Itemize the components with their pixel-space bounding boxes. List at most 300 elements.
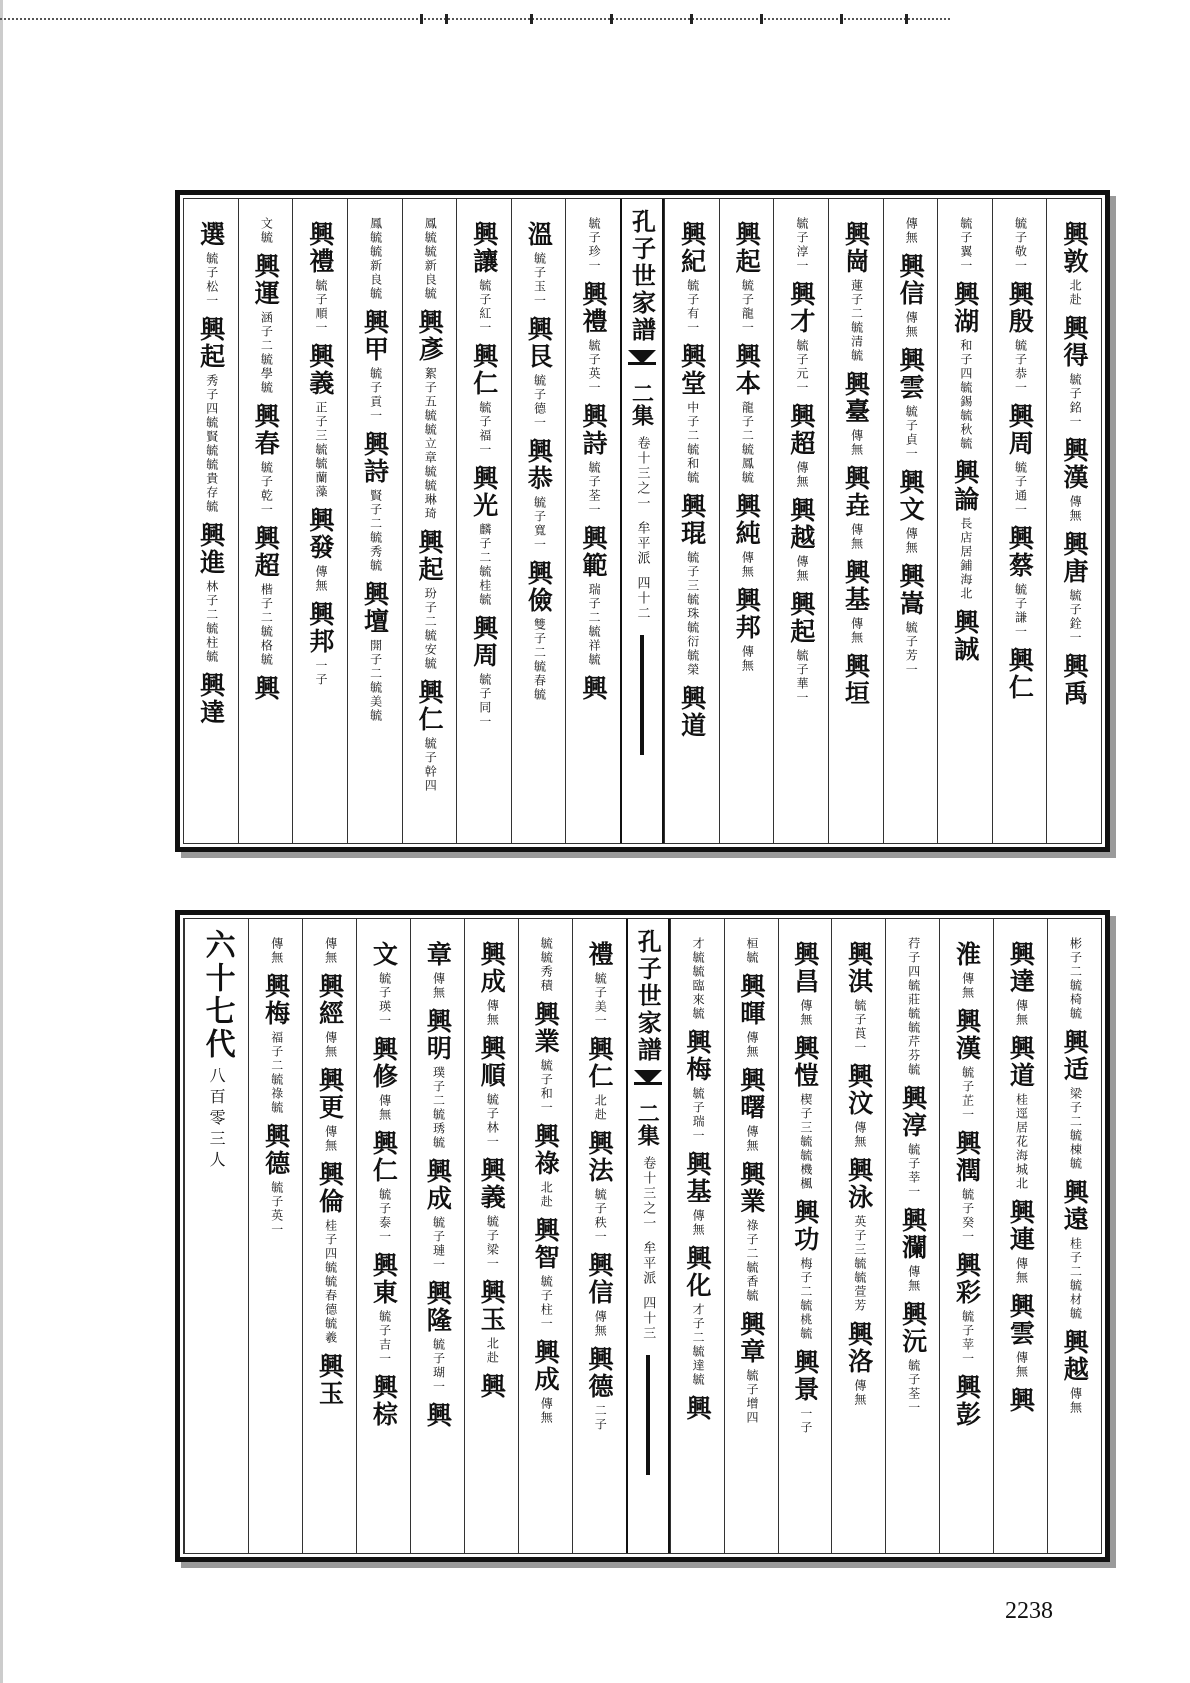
top-rule: [0, 0, 950, 20]
entry-name: 興範: [578, 525, 608, 579]
entry-name: 興琨: [677, 493, 707, 547]
entry-note: 祿子二毓香毓: [745, 1219, 759, 1303]
entry-name: 興嵩: [896, 563, 926, 617]
genealogy-column: [292, 199, 347, 843]
entry-name: 興梅: [261, 973, 291, 1027]
genealogy-column: [464, 919, 518, 1553]
genealogy-column: [456, 199, 511, 843]
entry-name: 興敦: [1059, 221, 1089, 275]
entry-name: 溫: [524, 221, 554, 248]
entry-name: 興禹: [1059, 653, 1089, 707]
entry-note: 涵子二毓學毓: [259, 311, 274, 395]
entry-note: 毓子泰一: [377, 1188, 392, 1244]
entry-note: 毓子乾一: [259, 461, 274, 517]
entry-note: 毓子莘一: [906, 1143, 921, 1199]
entry-note: 楔子三毓毓機楓: [798, 1093, 813, 1191]
genealogy-column: [773, 199, 828, 843]
entry-name: 興業: [531, 1001, 561, 1055]
entry-note: 賢子二毓秀毓: [368, 489, 383, 573]
entry-note: 福子二毓祿毓: [269, 1031, 284, 1115]
genealogy-column: [572, 919, 626, 1553]
entry-note: 毓毓秀積: [539, 937, 554, 993]
entry-name: 興明: [423, 1008, 453, 1062]
entry-note: 傳無: [313, 565, 328, 593]
genealogy-column: [347, 199, 402, 843]
genealogy-column: [939, 919, 993, 1553]
entry-note: 梅子二毓桃毓: [798, 1257, 813, 1341]
entry-note: 蓮子二毓清毓: [849, 279, 864, 363]
entry-name: 興順: [477, 1035, 507, 1089]
entry-name: 淮: [952, 941, 982, 968]
entry-name: 興光: [469, 465, 499, 519]
entry-note: 北赴: [539, 1181, 554, 1209]
entry-note: 毓子癸一: [960, 1188, 975, 1244]
entry-name: 興法: [585, 1130, 615, 1184]
entry-name: 興曙: [736, 1067, 766, 1121]
page-edge: [0, 0, 3, 1683]
spine-volume: 卷十三之一: [640, 1156, 656, 1231]
entry-note: 毓子福一: [477, 401, 492, 457]
entry-note: 北赴: [1068, 279, 1083, 307]
entry-note: 毓子銓一: [1068, 589, 1083, 645]
entry-name: 興湖: [950, 281, 980, 335]
entry-name: 興漢: [952, 1008, 982, 1062]
spine-bar: [640, 635, 644, 755]
fish-tail-mark-icon: [628, 350, 656, 376]
entry-note: 毓子珍一: [587, 217, 602, 273]
entry-note: 毓子恭一: [1013, 339, 1028, 395]
entry-name: 興汶: [844, 1063, 874, 1117]
entry-note: 毓子有一: [685, 279, 700, 335]
entry-note: 傳無: [906, 1265, 921, 1293]
genealogy-column: [670, 919, 724, 1553]
genealogy-column: [356, 919, 410, 1553]
genealogy-column: [1046, 199, 1101, 843]
entry-name: 興起: [786, 591, 816, 645]
entry-name: 興發: [305, 507, 335, 561]
entry-note: 毓子淳一: [794, 217, 809, 273]
entry-name: 興禮: [578, 281, 608, 335]
entry-note: 楷子二毓格毓: [259, 583, 274, 667]
entry-name: 興瀾: [898, 1207, 928, 1261]
entry-name: 興論: [950, 459, 980, 513]
entry-name: 興恭: [524, 438, 554, 492]
entry-note: 雙子二毓春毓: [532, 618, 547, 702]
spine-title: 孔子世家譜: [627, 209, 657, 344]
genealogy-column: [885, 919, 939, 1553]
entry-name: 興本: [732, 343, 762, 397]
entry-note: 傳無: [849, 617, 864, 645]
entry-note: 瑞子二毓祥毓: [587, 583, 602, 667]
entry-name: 興超: [251, 525, 281, 579]
entry-name: 禮: [585, 941, 615, 968]
entry-note: 毓子寬一: [532, 496, 547, 552]
generation-heading-column: [184, 919, 248, 1553]
entry-note: 毓子莨一: [852, 999, 867, 1055]
spine-leaf-number: 四十二: [634, 576, 650, 621]
entry-name: 興玉: [315, 1353, 345, 1407]
entry-name: 興臺: [841, 371, 871, 425]
spine-set: 二集: [628, 382, 655, 426]
entry-name: 興适: [1060, 1029, 1090, 1083]
entry-note: 毓子玉一: [532, 252, 547, 308]
genealogy-column: [1047, 919, 1101, 1553]
entry-note: 傳無: [849, 523, 864, 551]
generation-count: 八百零三人: [207, 1067, 227, 1172]
entry-note: 才子二毓達毓: [691, 1303, 706, 1387]
entry-note: 傳無: [323, 1125, 338, 1153]
entry-name: 興義: [305, 343, 335, 397]
entry-name: 興: [251, 675, 281, 702]
entry-name: 興邦: [732, 587, 762, 641]
entry-note: 毓子璉一: [431, 1216, 446, 1272]
entry-name: 興倫: [315, 1161, 345, 1215]
entry-name: 興棕: [369, 1374, 399, 1428]
entry-note: 龍子二毓鳳毓: [740, 401, 755, 485]
spine-volume: 卷十三之一: [634, 436, 650, 511]
entry-name: 興漢: [1059, 437, 1089, 491]
entry-note: 毓子通一: [1013, 461, 1028, 517]
entry-note: 毓子龍一: [740, 279, 755, 335]
entry-note: 毓子謙一: [1013, 583, 1028, 639]
entry-name: 興達: [196, 672, 226, 726]
entry-name: 興道: [1006, 1035, 1036, 1089]
entry-name: 興周: [469, 615, 499, 669]
entry-note: 開子二毓美毓: [368, 639, 383, 723]
genealogy-column: [778, 919, 832, 1553]
entry-note: 傳無: [323, 1031, 338, 1059]
entry-name: 興唐: [1059, 531, 1089, 585]
entry-note: 秀子四毓賢毓毓貴存毓: [204, 374, 219, 514]
entry-note: 毓子柱一: [539, 1275, 554, 1331]
entry-note: 正子三毓毓蘭藻: [313, 401, 328, 499]
entry-note: 毓子貞一: [904, 405, 919, 461]
entry-note: 傳無: [904, 311, 919, 339]
entry-name: 興純: [732, 493, 762, 547]
entry-note: 傳無: [852, 1121, 867, 1149]
entry-note: 傳無: [745, 1031, 759, 1059]
entry-note: 鳳毓毓新良毓: [368, 217, 383, 301]
genealogy-column: [184, 199, 238, 843]
genealogy-column: [518, 919, 572, 1553]
entry-name: 興隆: [423, 1280, 453, 1334]
entry-name: 興成: [477, 941, 507, 995]
entry-name: 興蔡: [1005, 525, 1035, 579]
book-spine-column: [626, 919, 670, 1553]
entry-note: 傳無: [960, 972, 975, 1000]
entry-note: 傳無: [852, 1379, 867, 1407]
entry-note: 毓子順一: [313, 279, 328, 335]
entry-note: 毓子荃一: [906, 1359, 921, 1415]
entry-note: 桓毓: [745, 937, 759, 965]
entry-name: 興玉: [477, 1279, 507, 1333]
entry-name: 興春: [251, 403, 281, 457]
entry-name: 興: [423, 1402, 453, 1429]
entry-note: 傳無: [904, 217, 919, 245]
entry-name: 興修: [369, 1036, 399, 1090]
genealogy-column: [511, 199, 566, 843]
genealogy-column: [724, 919, 778, 1553]
entry-name: 興潤: [952, 1130, 982, 1184]
entry-note: 毓子德一: [532, 374, 547, 430]
entry-note: 毓子銘一: [1068, 373, 1083, 429]
bottom-page-columns: [183, 918, 1102, 1554]
entry-note: 北赴: [485, 1337, 500, 1365]
entry-note: 毓子翼一: [958, 217, 973, 273]
entry-name: 興彩: [952, 1252, 982, 1306]
entry-note: 荇子四毓莊毓毓芹芬毓: [906, 937, 921, 1077]
entry-note: 傳無: [269, 937, 284, 965]
spine-set: 二集: [634, 1102, 661, 1146]
entry-note: 毓子英一: [587, 339, 602, 395]
entry-note: 毓子瑚一: [431, 1338, 446, 1394]
entry-name: 興德: [585, 1346, 615, 1400]
entry-note: 傳無: [740, 551, 755, 579]
entry-note: 毓子三毓珠毓衍毓榮: [685, 551, 700, 677]
entry-name: 興垣: [841, 653, 871, 707]
entry-name: 興甲: [360, 309, 390, 363]
entry-name: 興紀: [677, 221, 707, 275]
entry-note: 傳無: [745, 1125, 759, 1153]
entry-note: 毓子敬一: [1013, 217, 1028, 273]
entry-name: 興艮: [524, 316, 554, 370]
spine-title: 孔子世家譜: [633, 929, 663, 1064]
genealogy-column: [831, 919, 885, 1553]
entry-note: 毓子梁一: [485, 1215, 500, 1271]
entry-note: 毓子芷一: [960, 1066, 975, 1122]
genealogy-column: [410, 919, 464, 1553]
entry-note: 桂子二毓材毓: [1068, 1237, 1083, 1321]
entry-name: 興殷: [1005, 281, 1035, 335]
entry-note: 傳無: [798, 999, 813, 1027]
entry-name: 興道: [677, 685, 707, 739]
entry-name: 興暉: [736, 973, 766, 1027]
entry-note: 才毓毓臨來毓: [691, 937, 706, 1021]
entry-name: 興進: [196, 522, 226, 576]
entry-name: 興雲: [896, 347, 926, 401]
entry-name: 興成: [531, 1339, 561, 1393]
entry-name: 興沅: [898, 1301, 928, 1355]
genealogy-column: [937, 199, 992, 843]
entry-name: 興起: [196, 316, 226, 370]
entry-name: 興淳: [898, 1085, 928, 1139]
genealogy-column: [238, 199, 293, 843]
entry-name: 興梅: [682, 1029, 712, 1083]
entry-name: 興基: [682, 1151, 712, 1205]
entry-name: 興業: [736, 1161, 766, 1215]
entry-note: 傳無: [1068, 495, 1083, 523]
entry-name: 興基: [841, 559, 871, 613]
genealogy-column: [883, 199, 938, 843]
spine-bar: [646, 1355, 650, 1475]
entry-note: 毓子貢一: [368, 367, 383, 423]
entry-note: 絮子五毓毓立章毓毓琳琦: [423, 367, 438, 521]
spine-branch: 牟平派: [640, 1241, 656, 1286]
entry-name: 興成: [423, 1158, 453, 1212]
entry-name: 興誠: [950, 609, 980, 663]
entry-note: 傳無: [539, 1397, 554, 1425]
entry-note: 毓子同一: [477, 673, 492, 729]
entry-name: 興昌: [790, 941, 820, 995]
entry-name: 興: [682, 1395, 712, 1422]
entry-note: 毓子林一: [485, 1093, 500, 1149]
entry-note: 玢子二毓安毓: [423, 587, 438, 671]
entry-name: 興垚: [841, 465, 871, 519]
entry-note: 彬子二毓椅毓: [1068, 937, 1083, 1021]
entry-note: 毓子元一: [794, 339, 809, 395]
entry-note: 中子二毓和毓: [685, 401, 700, 485]
entry-name: 興東: [369, 1252, 399, 1306]
entry-name: 興愷: [790, 1035, 820, 1089]
entry-note: 毓子苹一: [960, 1310, 975, 1366]
entry-note: 毓子松一: [204, 252, 219, 308]
entry-note: 毓子紅一: [477, 279, 492, 335]
entry-name: 興遠: [1060, 1179, 1090, 1233]
entry-note: 傳無: [904, 527, 919, 555]
entry-note: 傳無: [323, 937, 338, 965]
entry-name: 興: [477, 1373, 507, 1400]
entry-note: 傳無: [377, 1094, 392, 1122]
entry-note: 毓子華一: [794, 649, 809, 705]
entry-note: 一子: [313, 659, 328, 687]
entry-name: 興達: [1006, 941, 1036, 995]
entry-name: 章: [423, 941, 453, 968]
entry-name: 興章: [736, 1311, 766, 1365]
top-page-columns: [183, 198, 1102, 844]
entry-note: 鳳毓毓新良毓: [423, 217, 438, 301]
entry-name: 興仁: [415, 679, 445, 733]
entry-note: 毓子荃一: [587, 461, 602, 517]
entry-name: 選: [196, 221, 226, 248]
entry-note: 璞子二毓琇毓: [431, 1066, 446, 1150]
entry-name: 興雲: [1006, 1293, 1036, 1347]
fish-tail-mark-icon: [634, 1070, 662, 1096]
entry-note: 毓子瑞一: [691, 1087, 706, 1143]
entry-note: 梁子二毓棟毓: [1068, 1087, 1083, 1171]
entry-name: 興義: [477, 1157, 507, 1211]
entry-name: 興儉: [524, 560, 554, 614]
entry-note: 傳無: [849, 429, 864, 457]
entry-name: 興洛: [844, 1321, 874, 1375]
entry-note: 桂逕居花海城北: [1014, 1093, 1029, 1191]
entry-name: 興彥: [415, 309, 445, 363]
entry-note: 毓子吉一: [377, 1310, 392, 1366]
entry-name: 興更: [315, 1067, 345, 1121]
entry-note: 傳無: [593, 1310, 608, 1338]
top-page-panel: [175, 190, 1110, 852]
entry-note: 毓子美一: [593, 972, 608, 1028]
entry-name: 興周: [1005, 403, 1035, 457]
entry-name: 興崗: [841, 221, 871, 275]
entry-note: 毓子和一: [539, 1059, 554, 1115]
entry-note: 毓子增四: [745, 1369, 759, 1425]
entry-name: 文: [369, 941, 399, 968]
genealogy-column: [565, 199, 620, 843]
entry-note: 傳無: [1068, 1387, 1083, 1415]
entry-name: 興經: [315, 973, 345, 1027]
spine-branch: 牟平派: [634, 521, 650, 566]
genealogy-column: [992, 199, 1047, 843]
entry-name: 興仁: [369, 1130, 399, 1184]
entry-note: 傳無: [1014, 1351, 1029, 1379]
entry-name: 興禮: [305, 221, 335, 275]
entry-name: 興詩: [578, 403, 608, 457]
entry-name: 興堂: [677, 343, 707, 397]
entry-name: 興化: [682, 1245, 712, 1299]
genealogy-column: [402, 199, 457, 843]
entry-note: 桂子四毓毓春德毓羲: [323, 1219, 338, 1345]
entry-name: 興仁: [469, 343, 499, 397]
genealogy-column: [828, 199, 883, 843]
entry-note: 英子三毓毓萱芳: [852, 1215, 867, 1313]
genealogy-column: [719, 199, 774, 843]
entry-note: 二子: [593, 1404, 608, 1432]
entry-note: 傳無: [740, 645, 755, 673]
entry-note: 傳無: [485, 999, 500, 1027]
genealogy-column: [248, 919, 302, 1553]
entry-name: 興德: [261, 1123, 291, 1177]
entry-name: 興超: [786, 403, 816, 457]
entry-name: 興淇: [844, 941, 874, 995]
entry-note: 一子: [798, 1407, 813, 1435]
entry-note: 傳無: [1014, 1257, 1029, 1285]
entry-note: 北赴: [593, 1094, 608, 1122]
entry-name: 興: [578, 675, 608, 702]
entry-note: 長店居鋪海北: [958, 517, 973, 601]
entry-name: 興得: [1059, 315, 1089, 369]
entry-name: 興泳: [844, 1157, 874, 1211]
entry-note: 毓子秩一: [593, 1188, 608, 1244]
entry-name: 興越: [786, 497, 816, 551]
entry-note: 毓子英一: [269, 1181, 284, 1237]
entry-note: 毓子芳一: [904, 621, 919, 677]
entry-name: 興信: [896, 253, 926, 307]
entry-note: 傳無: [794, 555, 809, 583]
genealogy-column: [664, 199, 719, 843]
entry-note: 傳無: [691, 1209, 706, 1237]
entry-note: 傳無: [431, 972, 446, 1000]
entry-name: 興景: [790, 1349, 820, 1403]
entry-name: 興連: [1006, 1199, 1036, 1253]
spine-leaf-number: 四十三: [640, 1296, 656, 1341]
genealogy-column: [302, 919, 356, 1553]
entry-name: 興邦: [305, 601, 335, 655]
entry-note: 林子二毓柱毓: [204, 580, 219, 664]
bottom-page-panel: [175, 910, 1110, 1562]
book-spine-column: [620, 199, 664, 843]
entry-name: 興智: [531, 1217, 561, 1271]
entry-name: 興起: [415, 529, 445, 583]
entry-name: 興文: [896, 469, 926, 523]
entry-note: 和子四毓錫毓秋毓: [958, 339, 973, 451]
generation-title: 六十七代: [199, 929, 235, 1061]
entry-name: 興讓: [469, 221, 499, 275]
entry-note: 毓子瑛一: [377, 972, 392, 1028]
entry-note: 傳無: [1014, 999, 1029, 1027]
entry-name: 興才: [786, 281, 816, 335]
entry-name: 興仁: [1005, 647, 1035, 701]
entry-note: 麟子二毓桂毓: [477, 523, 492, 607]
entry-name: 興祿: [531, 1123, 561, 1177]
genealogy-column: [993, 919, 1047, 1553]
entry-name: 興起: [732, 221, 762, 275]
entry-name: 興壇: [360, 581, 390, 635]
entry-name: 興信: [585, 1252, 615, 1306]
entry-name: 興彭: [952, 1374, 982, 1428]
entry-note: 毓子幹四: [423, 737, 438, 793]
entry-note: 傳無: [794, 461, 809, 489]
entry-name: 興: [1006, 1387, 1036, 1414]
